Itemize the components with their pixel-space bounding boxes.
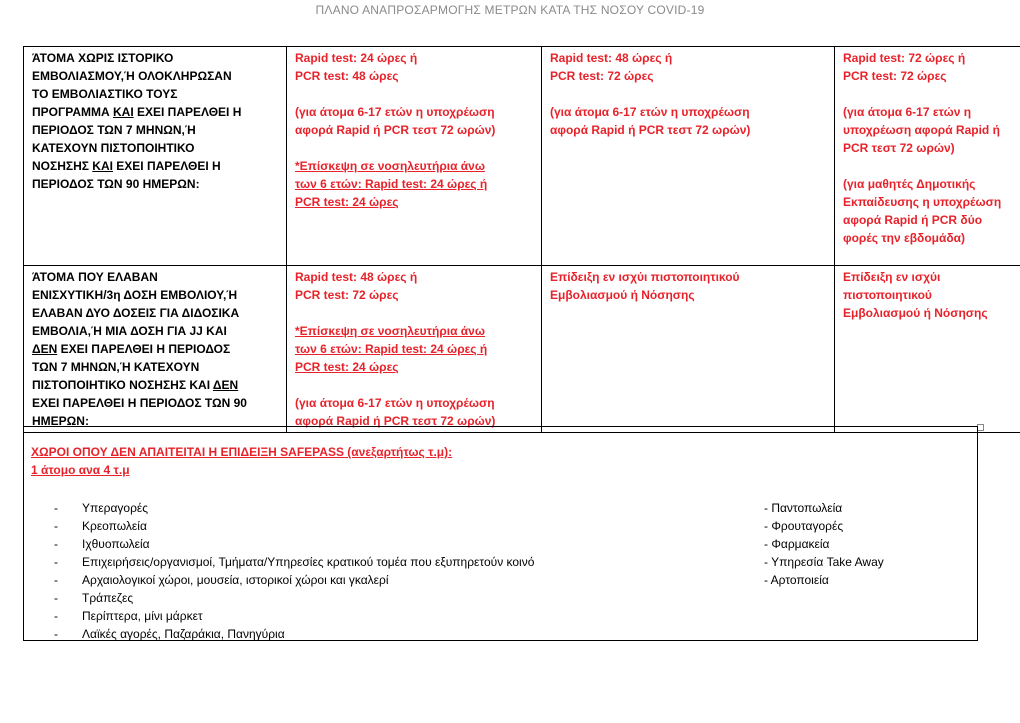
text-part: ΠΡΟΓΡΑΜΜΑ: [32, 105, 113, 119]
cell-text: [32, 340, 278, 358]
requirement-cell: [287, 266, 542, 433]
list-item: - Παντοπωλεία: [764, 501, 843, 515]
requirement-cell: [542, 266, 835, 433]
cell-text: αφορά Rapid ή PCR τεστ 72 ωρών): [550, 123, 751, 137]
underlined-text: ΚΑΙ: [92, 159, 113, 173]
list-item: - Φρουταγορές: [764, 519, 844, 533]
list-item: [54, 553, 534, 571]
cell-text: [32, 103, 278, 121]
cell-text: Επίδειξη εν ισχύι: [843, 270, 941, 284]
list-item-label: Ιχθυοπωλεία: [82, 537, 150, 551]
spaces-title: ΧΩΡΟΙ ΟΠΟΥ ΔΕΝ ΑΠΑΙΤΕΙΤΑΙ Η ΕΠΙΔΕΙΞΗ SAFEPASS (ανεξαρτήτως τ.μ):: [31, 445, 453, 459]
cell-text: Rapid test: 24 ώρες ή: [295, 51, 418, 65]
cell-text: (για άτομα 6-17 ετών η: [843, 105, 972, 119]
spaces-section: [23, 426, 978, 641]
text-part: ΕΧΕΙ ΠΑΡΕΛΘΕΙ Η: [133, 105, 242, 119]
spaces-rule: 1 άτομο ανα 4 τ.μ: [31, 463, 130, 477]
cell-text: αφορά Rapid ή PCR δύο: [843, 213, 983, 227]
hospital-note: PCR test: 24 ώρες: [295, 360, 399, 374]
cell-text: υποχρέωση αφορά Rapid ή: [843, 123, 1000, 137]
bullet-dash: -: [54, 501, 58, 515]
spaces-left-list: [54, 499, 534, 643]
table-row: [24, 266, 1020, 433]
list-item: - Υπηρεσία Take Away: [764, 555, 884, 569]
list-item: [54, 535, 534, 553]
list-item: [54, 517, 534, 535]
cell-text: ΤΟ ΕΜΒΟΛΙΑΣΤΙΚΟ ΤΟΥΣ: [32, 87, 178, 101]
cell-text: ΕΜΒΟΛΙΑ,Ή ΜΙΑ ΔΟΣΗ ΓΙΑ JJ ΚΑΙ: [32, 324, 227, 338]
cell-text: (για άτομα 6-17 ετών η υποχρέωση: [295, 396, 495, 410]
list-item-label: Αρχαιολογικοί χώροι, μουσεία, ιστορικοί χώροι και γκαλερί: [82, 573, 389, 587]
cell-text: Rapid test: 72 ώρες ή: [843, 51, 966, 65]
spaces-right-list: [764, 499, 884, 589]
list-item: [54, 625, 534, 643]
text-part: ΠΙΣΤΟΠΟΙΗΤΙΚΟ ΝΟΣΗΣΗΣ ΚΑΙ: [32, 378, 213, 392]
cell-text: ΠΕΡΙΟΔΟΣ ΤΩΝ 7 ΜΗΝΩΝ,Ή: [32, 123, 196, 137]
requirement-cell: [835, 47, 1020, 266]
list-item: [54, 571, 534, 589]
cell-text: Εμβολιασμού ή Νόσησης: [843, 306, 988, 320]
list-item-label: Τράπεζες: [82, 591, 134, 605]
table-row: [24, 47, 1020, 266]
cell-text: [32, 376, 278, 394]
cell-text: ΕΛΑΒΑΝ ΔΥΟ ΔΟΣΕΙΣ ΓΙΑ ΔΙΔΟΣΙΚΑ: [32, 306, 240, 320]
bullet-dash: -: [54, 555, 58, 569]
cell-text: ΆΤΟΜΑ ΧΩΡΙΣ ΙΣΤΟΡΙΚΟ: [32, 51, 174, 65]
cell-text: PCR τεστ 72 ωρών): [843, 141, 955, 155]
page-title: ΠΛΑΝΟ ΑΝΑΠΡΟΣΑΡΜΟΓΗΣ ΜΕΤΡΩΝ ΚΑΤΑ ΤΗΣ ΝΟΣΟΥ COVID-19: [315, 3, 705, 17]
list-item: [54, 499, 534, 517]
cell-text: ΕΝΙΣΧΥΤΙΚΗ/3η ΔΟΣΗ ΕΜΒΟΛΙΟΥ,Ή: [32, 288, 238, 302]
list-item: - Αρτοποιεία: [764, 573, 829, 587]
underlined-text: ΔΕΝ: [32, 342, 58, 356]
cell-text: PCR test: 48 ώρες: [295, 69, 399, 83]
bullet-dash: -: [54, 519, 58, 533]
text-part: ΕΧΕΙ ΠΑΡΕΛΘΕΙ Η ΠΕΡΙΟΔΟΣ: [57, 342, 231, 356]
list-item-label: Επιχειρήσεις/οργανισμοί, Τμήματα/Υπηρεσίες κρατικού τομέα που εξυπηρετούν κοινό: [82, 555, 535, 569]
text-part: ΕΧΕΙ ΠΑΡΕΛΘΕΙ Η: [112, 159, 221, 173]
cell-text: Εμβολιασμού ή Νόσησης: [550, 288, 695, 302]
bullet-dash: -: [54, 627, 58, 641]
requirement-cell: [835, 266, 1020, 433]
table-resize-handle[interactable]: [977, 424, 984, 431]
list-item-label: Περίπτερα, μίνι μάρκετ: [82, 609, 203, 623]
requirement-cell: [542, 47, 835, 266]
bullet-dash: -: [54, 609, 58, 623]
hospital-note: των 6 ετών: Rapid test: 24 ώρες ή: [295, 342, 488, 356]
cell-text: ΕΧΕΙ ΠΑΡΕΛΘΕΙ Η ΠΕΡΙΟΔΟΣ ΤΩΝ 90: [32, 396, 247, 410]
cell-text: ΕΜΒΟΛΙΑΣΜΟΥ,Ή ΟΛΟΚΛΗΡΩΣΑΝ: [32, 69, 232, 83]
cell-text: Επίδειξη εν ισχύι πιστοποιητικού: [550, 270, 740, 284]
list-item: [54, 589, 534, 607]
cell-text: ΠΕΡΙΟΔΟΣ ΤΩΝ 90 ΗΜΕΡΩΝ:: [32, 177, 200, 191]
cell-text: PCR test: 72 ώρες: [550, 69, 654, 83]
cell-text: (για μαθητές Δημοτικής: [843, 177, 976, 191]
cell-text: αφορά Rapid ή PCR τεστ 72 ωρών): [295, 123, 496, 137]
cell-text: [32, 157, 278, 175]
category-cell: [24, 266, 287, 433]
hospital-note: PCR test: 24 ώρες: [295, 195, 399, 209]
list-item-label: Λαϊκές αγορές, Παζαράκια, Πανηγύρια: [82, 627, 285, 641]
cell-text: ΚΑΤΕΧΟΥΝ ΠΙΣΤΟΠΟΙΗΤΙΚΟ: [32, 141, 195, 155]
cell-text: Εκπαίδευσης η υποχρέωση: [843, 195, 1002, 209]
category-cell: [24, 47, 287, 266]
cell-text: πιστοποιητικού: [843, 288, 932, 302]
hospital-note: *Επίσκεψη σε νοσηλευτήρια άνω: [295, 159, 485, 173]
cell-text: αφορά Rapid ή PCR τεστ 72 ωρών): [295, 414, 496, 428]
cell-text: φορές την εβδομάδα): [843, 231, 966, 245]
bullet-dash: -: [54, 573, 58, 587]
cell-text: PCR test: 72 ώρες: [295, 288, 399, 302]
measures-table: [23, 46, 1020, 433]
hospital-note: των 6 ετών: Rapid test: 24 ώρες ή: [295, 177, 488, 191]
cell-text: (για άτομα 6-17 ετών η υποχρέωση: [550, 105, 750, 119]
bullet-dash: -: [54, 537, 58, 551]
cell-text: ΤΩΝ 7 ΜΗΝΩΝ,Ή ΚΑΤΕΧΟΥΝ: [32, 360, 200, 374]
cell-text: ΗΜΕΡΩΝ:: [32, 414, 89, 428]
list-item-label: Υπεραγορές: [82, 501, 149, 515]
underlined-text: ΚΑΙ: [113, 105, 134, 119]
list-item-label: Κρεοπωλεία: [82, 519, 147, 533]
cell-text: PCR test: 72 ώρες: [843, 69, 947, 83]
hospital-note: *Επίσκεψη σε νοσηλευτήρια άνω: [295, 324, 485, 338]
cell-text: Rapid test: 48 ώρες ή: [295, 270, 418, 284]
requirement-cell: [287, 47, 542, 266]
text-part: ΝΟΣΗΣΗΣ: [32, 159, 93, 173]
underlined-text: ΔΕΝ: [212, 378, 239, 392]
cell-text: Rapid test: 48 ώρες ή: [550, 51, 673, 65]
bullet-dash: -: [54, 591, 58, 605]
cell-text: ΆΤΟΜΑ ΠΟΥ ΕΛΑΒΑΝ: [32, 270, 158, 284]
list-item: - Φαρμακεία: [764, 537, 830, 551]
list-item: [54, 607, 534, 625]
cell-text: (για άτομα 6-17 ετών η υποχρέωση: [295, 105, 495, 119]
